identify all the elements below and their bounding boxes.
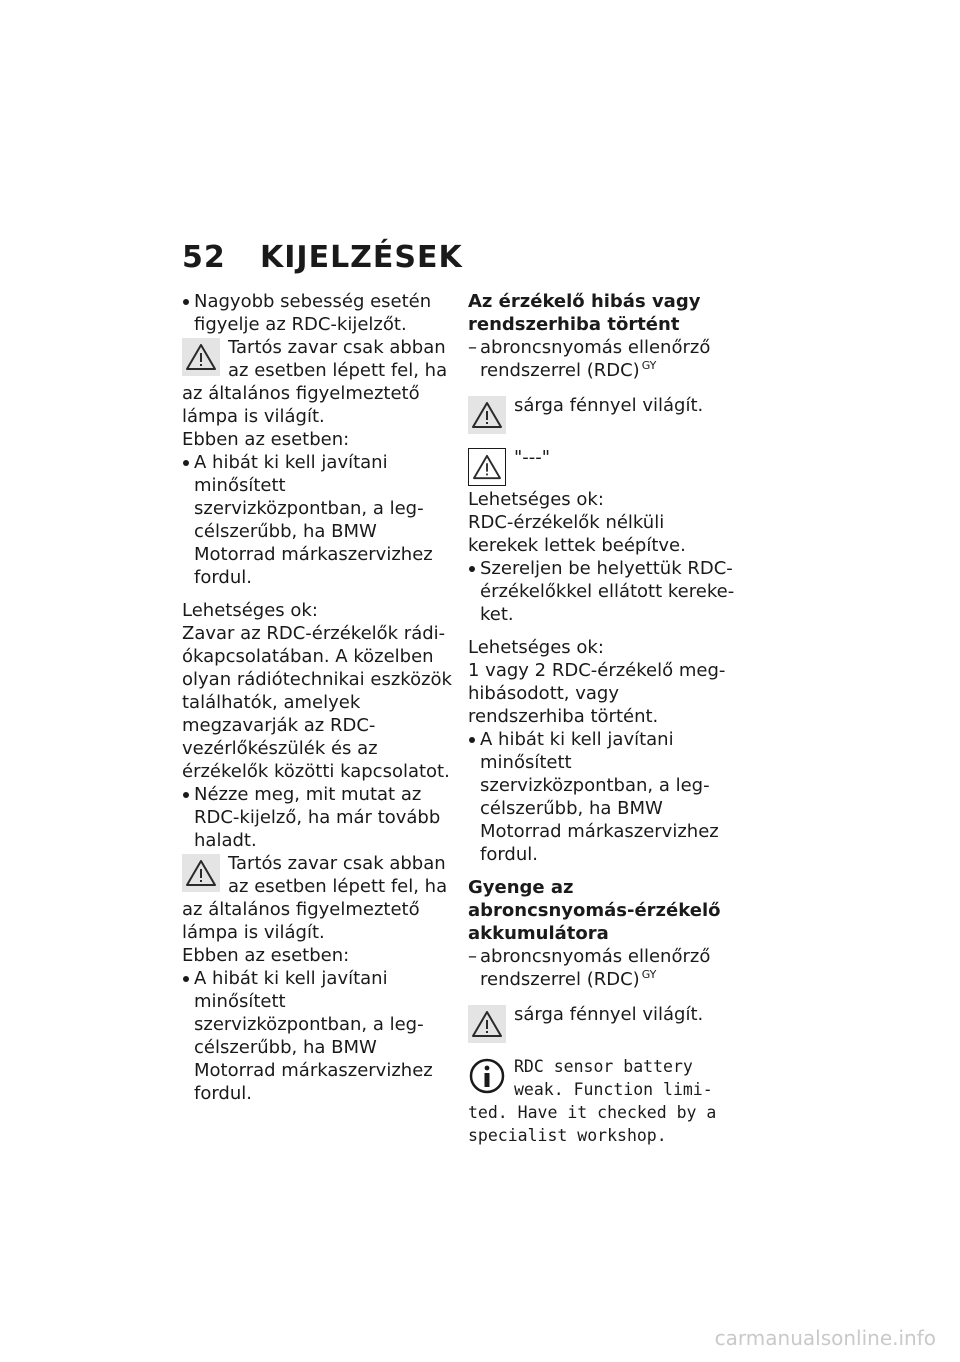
lamp-block-2	[468, 1003, 740, 1045]
page-title: KIJELZÉSEK	[260, 240, 463, 275]
possible-cause-label-1: Lehetséges ok:	[468, 489, 604, 510]
dash-mark: –	[468, 946, 477, 967]
page-number: 52	[182, 240, 226, 275]
info-block	[468, 1055, 740, 1147]
warning-block-1	[182, 336, 454, 428]
left-bullet-2: A hibát ki kell javítani minősített szervizközpontban, a legcélszerűbb, ha BMW Motorrad márkaszervizhez fordul.	[182, 451, 454, 589]
left-bullet-4: A hibát ki kell javítani minősített szervizközpontban, a legcélszerűbb, ha BMW Motorrad márkaszervizhez fordul.	[182, 967, 454, 1105]
section-heading-battery-weak: Gyenge az abroncsnyomás-érzékelő akkumulátora	[468, 877, 721, 944]
info-icon	[468, 1057, 506, 1095]
warning-triangle-icon	[182, 854, 220, 892]
possible-cause-label-2: Lehetséges ok:	[468, 637, 604, 658]
watermark: carmanualsonline.info	[714, 1326, 936, 1350]
display-readout: "---"	[514, 447, 551, 468]
left-column	[182, 290, 454, 1105]
warning-triangle-icon	[182, 338, 220, 376]
section-heading-sensor-fault: Az érzékelő hibás vagy rendszerhiba történt	[468, 291, 701, 335]
warning-subtext-2: Ebben az esetben:	[182, 945, 350, 966]
page-header	[182, 240, 463, 275]
condition-text-2: abroncsnyomás ellenőrző rendszerrel (RDC)	[480, 946, 711, 990]
warning-triangle-icon	[468, 448, 506, 486]
condition-line-1	[468, 336, 740, 384]
possible-cause-label: Lehetséges ok:	[182, 600, 318, 621]
condition-sup-2: GY	[641, 968, 657, 981]
lamp-block-1	[468, 394, 740, 436]
condition-sup-1: GY	[641, 359, 657, 372]
dash-mark: –	[468, 337, 477, 358]
condition-line-2	[468, 945, 740, 993]
warning-subtext-1: Ebben az esetben:	[182, 429, 350, 450]
right-bullet-2: A hibát ki kell javítani minősített szervizközpontban, a legcélszerűbb, ha BMW Motorrad márkaszervizhez fordul.	[468, 728, 740, 866]
warning-triangle-icon	[468, 396, 506, 434]
lamp-text-1: sárga fénnyel világít.	[514, 395, 704, 416]
left-bullet-3: Nézze meg, mit mutat az RDC-kijelző, ha már tovább haladt.	[182, 783, 454, 852]
warning-text-1: Tartós zavar csak abban az esetben lépett fel, ha az általános figyelmeztető lámpa is világít.	[182, 337, 448, 427]
possible-cause-text-2: 1 vagy 2 RDC-érzékelő meghibásodott, vagy rendszerhiba történt.	[468, 660, 726, 727]
display-block	[468, 446, 740, 488]
condition-text-1: abroncsnyomás ellenőrző rendszerrel (RDC)	[480, 337, 711, 381]
info-message: RDC sensor battery weak. Function limited. Have it checked by a specialist workshop.	[468, 1057, 717, 1145]
possible-cause-text-1: RDC-érzékelők nélküli kerekek lettek beépítve.	[468, 512, 686, 556]
right-column	[468, 290, 740, 1147]
warning-triangle-icon	[468, 1005, 506, 1043]
lamp-text-2: sárga fénnyel világít.	[514, 1004, 704, 1025]
left-bullet-1: Nagyobb sebesség esetén figyelje az RDC-kijelzőt.	[182, 290, 454, 336]
warning-text-2: Tartós zavar csak abban az esetben lépett fel, ha az általános figyelmeztető lámpa is világít.	[182, 853, 448, 943]
possible-cause-text: Zavar az RDC-érzékelők rádiókapcsolatában. A közelben olyan rádiótechnikai eszközök találhatók, amelyek megzavarják az RDC-vezérlőkészülék és az érzékelők közötti kapcsolatot.	[182, 623, 452, 782]
right-bullet-1: Szereljen be helyettük RDC-érzékelőkkel ellátott kerekeket.	[468, 557, 740, 626]
warning-block-2	[182, 852, 454, 944]
